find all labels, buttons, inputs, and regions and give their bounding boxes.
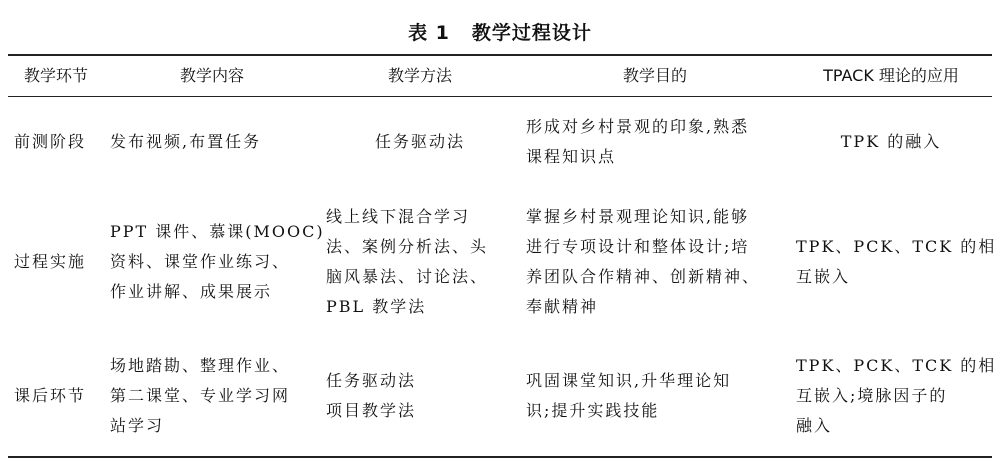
table-header-row: [8, 55, 992, 97]
cell-line: PPT 课件、慕课(MOOC): [110, 221, 325, 241]
cell-line: 奉献精神: [526, 296, 599, 316]
tpack-cell: [790, 187, 997, 337]
cell-line: 前测阶段: [14, 131, 87, 151]
method-cell: [320, 187, 520, 337]
table-row: [8, 97, 992, 187]
tpack-cell: [790, 97, 992, 187]
stage-cell: [8, 337, 104, 457]
table-row: [8, 187, 992, 337]
cell-line: 进行专项设计和整体设计;培: [526, 236, 750, 256]
cell-line: 线上线下混合学习: [326, 206, 471, 226]
cell-line: 识;提升实践技能: [526, 401, 660, 420]
purpose-cell: [520, 187, 790, 337]
header-stage: 教学环节: [8, 55, 104, 97]
header-method: 教学方法: [320, 55, 520, 97]
cell-line: TPK、PCK、TCK 的相: [796, 356, 997, 375]
table-number: 表 1: [408, 22, 450, 44]
cell-line: 任务驱动法: [374, 131, 465, 151]
cell-line: 第二课堂、专业学习网: [110, 386, 291, 405]
cell-line: 互嵌入: [796, 266, 851, 286]
tpack-cell: [790, 337, 997, 457]
stage-cell: [8, 187, 104, 337]
method-cell: [320, 337, 520, 457]
cell-line: 项目教学法: [326, 401, 417, 420]
cell-line: 课程知识点: [526, 146, 617, 166]
cell-line: 掌握乡村景观理论知识,能够: [526, 206, 750, 226]
header-purpose: 教学目的: [520, 55, 790, 97]
header-tpack: TPACK 理论的应用: [790, 55, 992, 97]
cell-line: 课后环节: [14, 386, 87, 405]
cell-line: 互嵌入;境脉因子的: [796, 386, 948, 405]
cell-line: 巩固课堂知识,升华理论知: [526, 371, 732, 390]
cell-line: 过程实施: [14, 251, 87, 271]
purpose-cell: [520, 97, 790, 187]
table-row: [8, 337, 992, 457]
method-cell: [320, 97, 520, 187]
cell-line: 融入: [796, 416, 833, 435]
content-cell: [104, 97, 320, 187]
teaching-process-table: [8, 54, 997, 458]
cell-line: 法、案例分析法、头: [326, 236, 489, 256]
cell-line: PBL 教学法: [326, 296, 427, 316]
cell-line: 任务驱动法: [326, 371, 417, 390]
cell-line: 站学习: [110, 416, 165, 435]
cell-line: 养团队合作精神、创新精神、: [526, 266, 761, 286]
cell-line: 发布视频,布置任务: [110, 131, 262, 151]
table-title-text: 教学过程设计: [471, 22, 592, 44]
cell-line: TPK 的融入: [840, 131, 942, 151]
cell-line: TPK、PCK、TCK 的相: [796, 236, 997, 256]
cell-line: 资料、课堂作业练习、: [110, 251, 291, 271]
content-cell: [104, 187, 325, 337]
content-cell: [104, 337, 320, 457]
purpose-cell: [520, 337, 790, 457]
cell-line: 形成对乡村景观的印象,熟悉: [526, 116, 750, 136]
header-content: 教学内容: [104, 55, 320, 97]
cell-line: 脑风暴法、讨论法、: [326, 266, 489, 286]
cell-line: 作业讲解、成果展示: [110, 281, 273, 301]
cell-line: 场地踏勘、整理作业、: [110, 356, 291, 375]
stage-cell: [8, 97, 104, 187]
table-title: [0, 18, 1000, 45]
